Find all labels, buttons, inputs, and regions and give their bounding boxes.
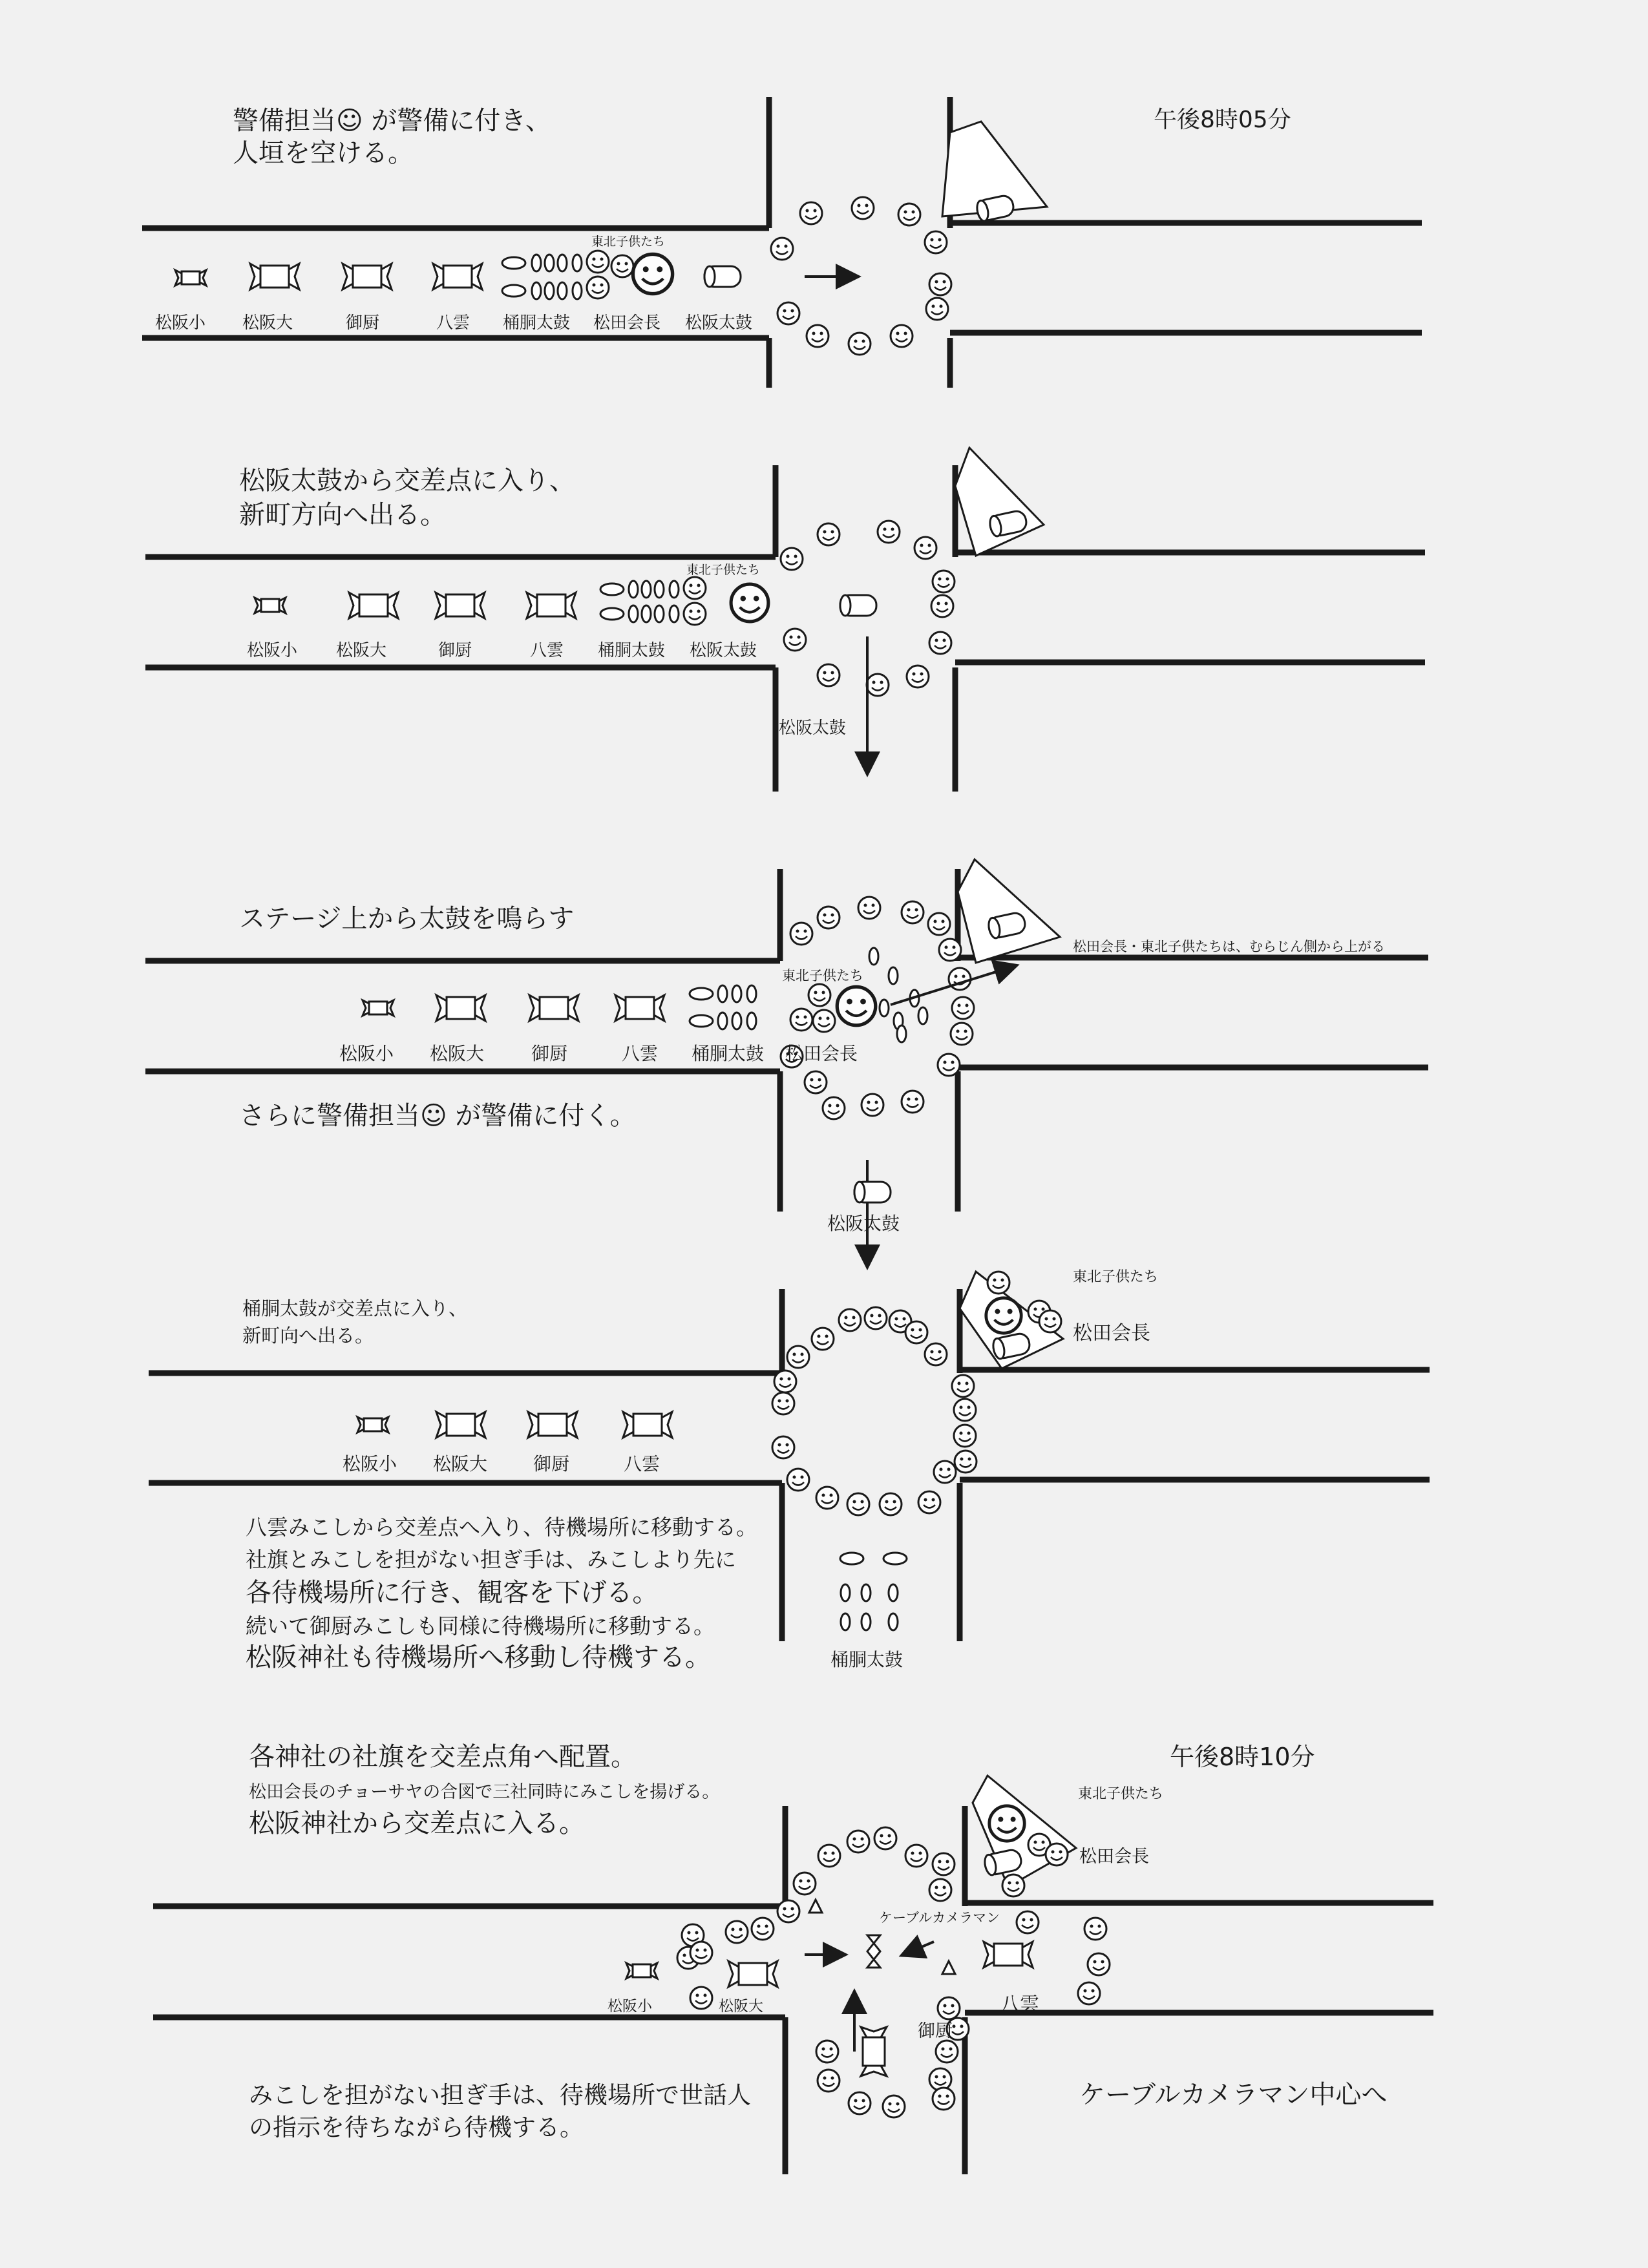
arrow-icon <box>903 1942 934 1955</box>
caption: 警備担当☺ が警備に付き、 <box>233 106 551 136</box>
group-label: 松田会長 <box>593 313 661 333</box>
group-label: 八雲 <box>1000 1993 1039 2016</box>
group-label: 松阪小 <box>247 641 298 660</box>
kids-label: 東北子供たち <box>1073 1269 1159 1285</box>
exit-label: 松阪太鼓 <box>827 1213 900 1234</box>
group-label: 松阪太鼓 <box>685 313 753 333</box>
kids-label: 東北子供たち <box>1078 1786 1164 1802</box>
drum-icon <box>854 1182 891 1202</box>
group-label: 御厨 <box>438 641 472 660</box>
group-label: 松阪大 <box>242 313 293 333</box>
caption: 松阪太鼓から交差点に入り、 <box>239 466 575 496</box>
kids-label: 東北子供たち <box>591 235 666 249</box>
group-label: 御厨 <box>346 313 380 333</box>
chairman-label: 松田会長 <box>1073 1322 1150 1345</box>
exit-label: 桶胴太鼓 <box>830 1649 903 1670</box>
group-label: 松阪小 <box>607 1998 652 2015</box>
group-label: 松阪大 <box>336 641 387 660</box>
note-line: 続いて御厨みこしも同様に待機場所に移動する。 <box>246 1613 715 1639</box>
group-label: 御厨 <box>533 1453 570 1475</box>
caption: 新町向へ出る。 <box>242 1325 374 1347</box>
time-label: 午後8時10分 <box>1170 1743 1315 1771</box>
stage-icon <box>942 121 1047 222</box>
caption: 各神社の社旗を交差点角へ配置。 <box>249 1742 637 1772</box>
group-label: 松阪大 <box>430 1043 485 1064</box>
procession <box>175 251 741 299</box>
crowd-ring <box>781 897 974 1119</box>
caption: 松田会長のチョーサヤの合図で三社同時にみこしを揚げる。 <box>249 1782 720 1802</box>
procession <box>255 577 876 625</box>
exit-label: 松阪太鼓 <box>779 719 847 738</box>
caption: 桶胴太鼓が交差点に入り、 <box>242 1297 468 1319</box>
caption: 松阪神社から交差点に入る。 <box>249 1809 585 1838</box>
bottom-note: ケーブルカメラマン中心へ <box>1079 2080 1388 2110</box>
caption: 人垣を空ける。 <box>233 138 414 168</box>
group-label: 松阪大 <box>433 1453 488 1475</box>
kids-label: 東北子供たち <box>686 563 761 577</box>
group-label: 桶胴太鼓 <box>692 1043 765 1064</box>
time-label: 午後8時05分 <box>1154 107 1291 133</box>
group-label: 松阪小 <box>339 1043 394 1064</box>
group-label: 御厨 <box>531 1043 568 1064</box>
note-line: 八雲みこしから交差点へ入り、待機場所に移動する。 <box>246 1515 757 1540</box>
group-label: 八雲 <box>530 641 564 660</box>
stage-icon <box>960 1272 1063 1369</box>
crowd-ring <box>772 1307 977 1515</box>
stage-icon <box>955 448 1044 556</box>
group-label: 松阪小 <box>343 1453 397 1475</box>
stage-icon <box>973 1776 1076 1887</box>
procession <box>363 984 876 1032</box>
group-label: 桶胴太鼓 <box>503 313 571 333</box>
note-line: 松阪神社も待機場所へ移動し待機する。 <box>246 1643 711 1672</box>
note-line: 社旗とみこしを担がない担ぎ手は、みこしより先に <box>246 1547 736 1572</box>
kids-label: 東北子供たち <box>782 968 863 983</box>
caption: さらに警備担当☺ が警備に付く。 <box>239 1101 636 1131</box>
chairman-label: 松田会長 <box>1079 1847 1149 1867</box>
crowd-ring <box>771 197 951 355</box>
stage-icon <box>958 859 1060 963</box>
group-label: 松阪小 <box>155 313 206 333</box>
bottom-note: みこしを担がない担ぎ手は、待機場所で世話人 <box>249 2081 751 2109</box>
note-label: 松田会長・東北子供たちは、むらじん側から上がる <box>1073 939 1385 954</box>
caption: 新町方向へ出る。 <box>239 500 446 530</box>
bottom-note: の指示を待ちながら待機する。 <box>249 2114 584 2141</box>
group-label: 八雲 <box>622 1043 659 1064</box>
cameraman-label: ケーブルカメラマン <box>879 1910 1000 1926</box>
group-label: 松阪太鼓 <box>690 641 757 660</box>
group-label: 八雲 <box>624 1453 660 1475</box>
group-label: 桶胴太鼓 <box>598 641 666 660</box>
caption: ステージ上から太鼓を鳴らす <box>239 904 575 934</box>
group-label: 松田会長 <box>785 1043 858 1064</box>
group-label: 八雲 <box>436 313 470 333</box>
group-label: 御厨 <box>918 2021 953 2041</box>
group-label: 松阪大 <box>719 1998 763 2015</box>
note-line: 各待機場所に行き、観客を下げる。 <box>246 1578 659 1608</box>
